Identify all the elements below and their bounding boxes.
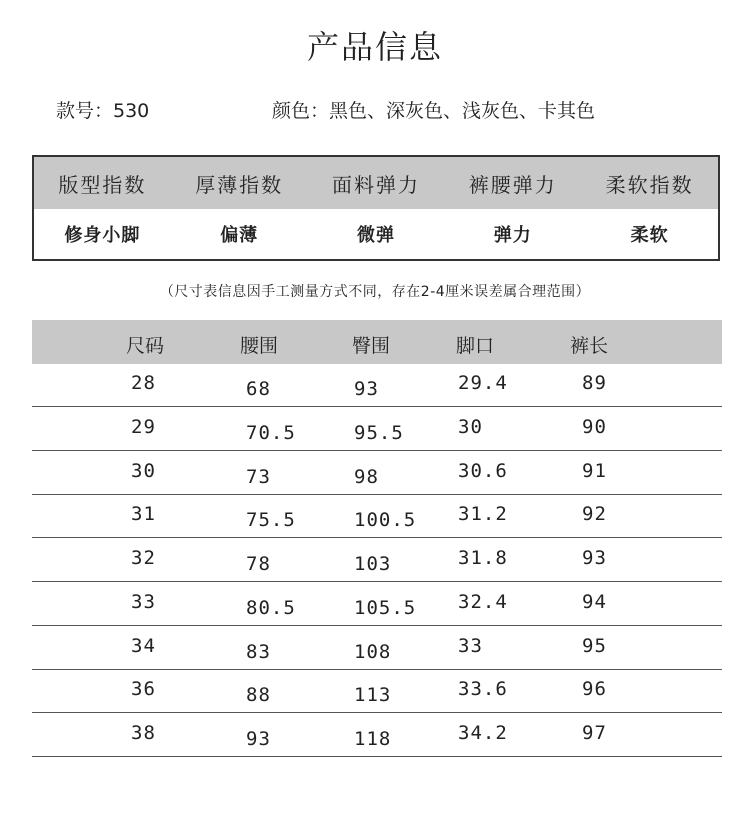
cell-hip: 105.5: [354, 597, 417, 619]
cell-hip: 100.5: [354, 509, 417, 531]
cell-waist: 73: [246, 466, 271, 488]
cell-waist: 80.5: [246, 597, 296, 619]
attr-header-fabric-stretch: 面料弹力: [331, 172, 420, 197]
cell-waist: 68: [246, 378, 271, 400]
cell-leg-opening: 33.6: [458, 678, 508, 700]
attr-value-thickness: 偏薄: [220, 225, 259, 246]
header-hip: 臀围: [352, 335, 391, 357]
cell-size: 32: [131, 547, 156, 569]
style-number: 款号：530: [56, 100, 150, 122]
cell-leg-opening: 33: [458, 635, 483, 657]
attr-value-fit: 修身小脚: [64, 225, 141, 246]
cell-size: 28: [131, 372, 156, 394]
cell-waist: 70.5: [246, 422, 296, 444]
cell-hip: 108: [354, 641, 392, 663]
attr-header-fit: 版型指数: [58, 172, 147, 197]
measurement-note: （尺寸表信息因手工测量方式不同，存在2-4厘米误差属合理范围）: [159, 284, 591, 300]
table-row: [32, 583, 722, 626]
attribute-table: [32, 155, 720, 261]
cell-length: 93: [582, 547, 607, 569]
cell-size: 38: [131, 722, 156, 744]
header-length: 裤长: [570, 335, 609, 357]
cell-length: 89: [582, 372, 607, 394]
cell-size: 36: [131, 678, 156, 700]
cell-hip: 95.5: [354, 422, 404, 444]
header-leg-opening: 脚口: [456, 335, 495, 357]
table-row: [32, 670, 722, 713]
cell-length: 92: [582, 503, 607, 525]
attribute-header-row: [34, 157, 718, 209]
attr-header-thickness: 厚薄指数: [195, 172, 284, 197]
cell-length: 90: [582, 416, 607, 438]
table-row: [32, 364, 722, 407]
cell-length: 91: [582, 460, 607, 482]
cell-size: 34: [131, 635, 156, 657]
attribute-value-row: [34, 209, 718, 259]
cell-waist: 75.5: [246, 509, 296, 531]
table-row: [32, 627, 722, 670]
cell-leg-opening: 30: [458, 416, 483, 438]
cell-hip: 113: [354, 684, 392, 706]
cell-leg-opening: 30.6: [458, 460, 508, 482]
attr-header-waist-stretch: 裤腰弹力: [468, 172, 557, 197]
size-table-header: [32, 320, 722, 364]
attr-header-softness: 柔软指数: [605, 172, 694, 197]
cell-hip: 103: [354, 553, 392, 575]
cell-length: 96: [582, 678, 607, 700]
cell-hip: 98: [354, 466, 379, 488]
color-options: 颜色：黑色、深灰色、浅灰色、卡其色: [272, 100, 596, 122]
table-row: [32, 714, 722, 757]
cell-hip: 93: [354, 378, 379, 400]
table-row: [32, 408, 722, 451]
attr-value-waist-stretch: 弹力: [493, 225, 532, 246]
cell-length: 94: [582, 591, 607, 613]
cell-length: 95: [582, 635, 607, 657]
cell-leg-opening: 34.2: [458, 722, 508, 744]
cell-size: 33: [131, 591, 156, 613]
cell-size: 29: [131, 416, 156, 438]
attr-value-fabric-stretch: 微弹: [356, 225, 395, 246]
header-size: 尺码: [126, 335, 165, 357]
cell-leg-opening: 32.4: [458, 591, 508, 613]
cell-leg-opening: 31.2: [458, 503, 508, 525]
table-row: [32, 452, 722, 495]
cell-size: 31: [131, 503, 156, 525]
cell-waist: 78: [246, 553, 271, 575]
cell-waist: 93: [246, 728, 271, 750]
cell-size: 30: [131, 460, 156, 482]
cell-waist: 83: [246, 641, 271, 663]
cell-leg-opening: 29.4: [458, 372, 508, 394]
table-row: [32, 495, 722, 538]
cell-hip: 118: [354, 728, 392, 750]
header-waist: 腰围: [240, 335, 279, 357]
page-title: 产品信息: [306, 28, 443, 66]
table-row: [32, 539, 722, 582]
cell-length: 97: [582, 722, 607, 744]
cell-leg-opening: 31.8: [458, 547, 508, 569]
cell-waist: 88: [246, 684, 271, 706]
attr-value-softness: 柔软: [630, 225, 669, 246]
